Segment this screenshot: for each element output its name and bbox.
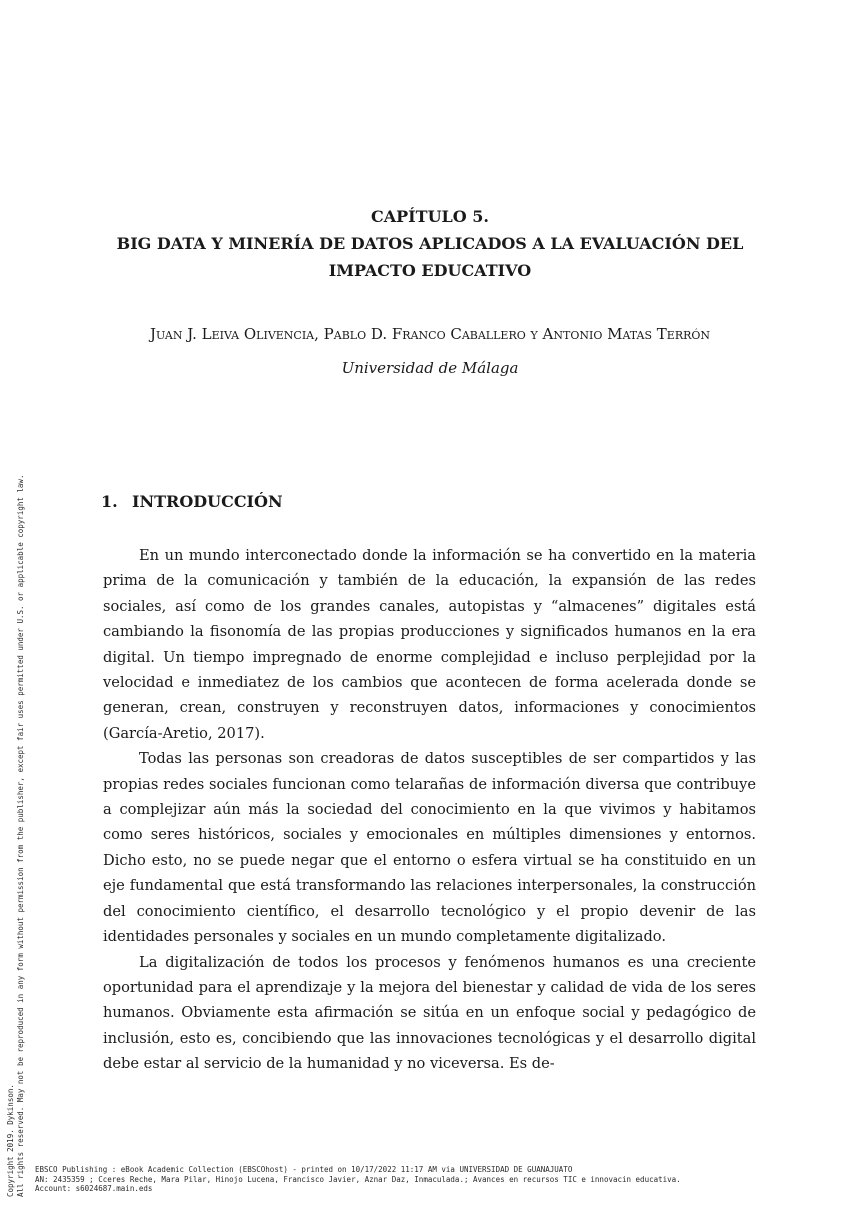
paragraph-2: Todas las personas son creadoras de datos susceptibles de ser compartidos y las propias redes sociales funcionan como telarañas de información diversa que contribuye a complejizar aún más la sociedad del conocimiento en la que vivimos y habitamos como seres históricos, sociales y emocionales en múltiples dimensiones y entornos. Dicho esto, no se puede negar que el entorno o esfera virtual se ha constituido en un eje fundamental que está transformando las relaciones interpersonales, la construcción del conocimiento científico, el desarrollo tecnológico y el propio devenir de las identidades personales y sociales en un mundo completamente digitalizado. (103, 750, 756, 946)
section-number: 1. (101, 492, 118, 511)
affiliation: Universidad de Málaga (341, 359, 519, 377)
chapter-heading (100, 203, 760, 284)
footer-line-2: AN: 2435359 ; Cceres Reche, Mara Pilar, Hinojo Lucena, Francisco Javier, Aznar Daz, Inmaculada.; Avances en recursos TIC e innovacin educativa. (35, 1174, 681, 1184)
footer-line-3: Account: s6024687.main.eds (35, 1184, 153, 1193)
print-footer (35, 1165, 835, 1194)
copyright-notice (6, 475, 26, 1197)
chapter-title-line-1: BIG DATA Y MINERÍA DE DATOS APLICADOS A LA EVALUACIÓN DEL (116, 234, 744, 253)
authors: Juan J. Leiva Olivencia, Pablo D. Franco Caballero y Antonio Matas Terrón (149, 325, 711, 343)
copyright-line-2: All rights reserved. May not be reproduced in any form without permission from the publisher, except fair uses permitted under U.S. or applicable copyright law. (16, 474, 25, 1197)
chapter-label: CAPÍTULO 5. (371, 207, 489, 226)
section-heading (101, 490, 283, 514)
paragraph-1: En un mundo interconectado donde la información se ha convertido en la materia prima de la comunicación y también de la educación, la expansión de las redes sociales, así como de los grandes canales, autopistas y “almacenes” digitales está cambiando la fisonomía de las propias producciones y significados humanos en la era digital. Un tiempo impregnado de enorme complejidad e incluso perplejidad por la velocidad e inmediatez de los cambios que acontecen de forma acelerada donde se generan, crean, construyen y reconstruyen datos, informaciones y conocimientos (García-Aretio, 2017). (103, 547, 756, 742)
chapter-title-line-2: IMPACTO EDUCATIVO (328, 261, 532, 280)
body-text (103, 543, 756, 1077)
copyright-line-1: Copyright 2019. Dykinson. (6, 1084, 15, 1197)
paragraph-3: La digitalización de todos los procesos y fenómenos humanos es una creciente oportunidad para el aprendizaje y la mejora del bienestar y calidad de vida de los seres humanos. Obviamente esta afirmación se sitúa en un enfoque social y pedagógico de inclusión, esto es, concibiendo que las innovaciones tecnológicas y el desarrollo digital debe estar al servicio de la humanidad y no viceversa. Es de- (103, 953, 756, 1073)
footer-line-1: EBSCO Publishing : eBook Academic Collection (EBSCOhost) - printed on 10/17/2022 11:17 AM via UNIVERSIDAD DE GUANAJUATO (35, 1165, 573, 1174)
section-title: INTRODUCCIÓN (132, 492, 283, 511)
